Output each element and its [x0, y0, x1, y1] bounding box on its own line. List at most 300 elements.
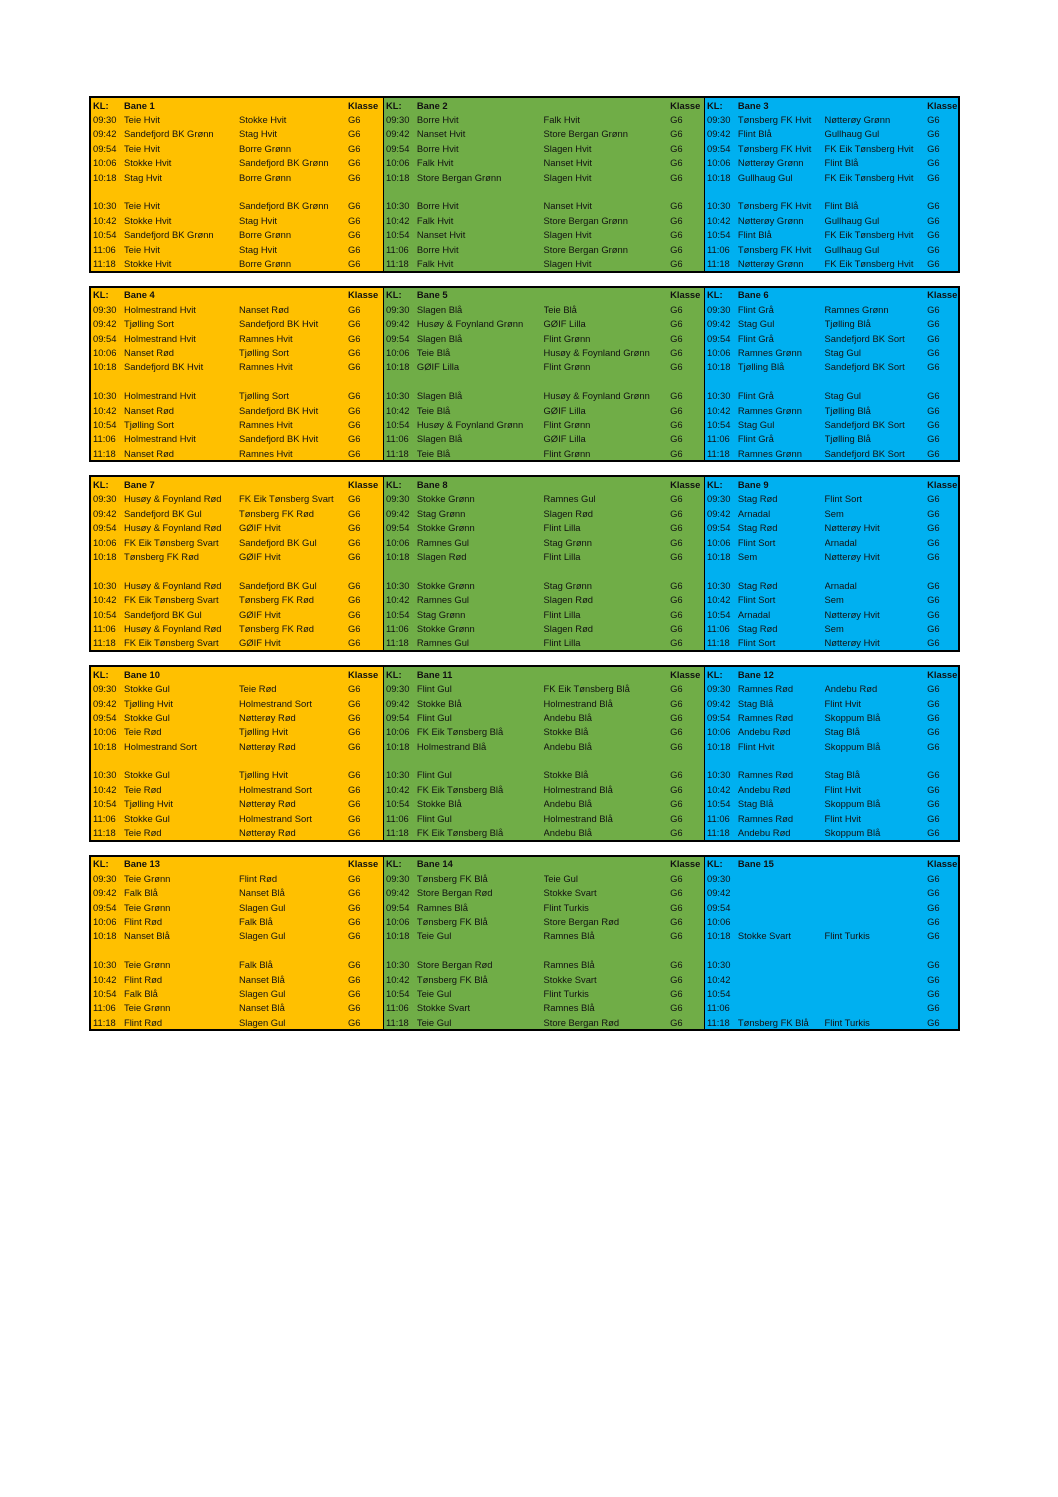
home-team: Stokke Svart — [416, 1002, 471, 1014]
home-team: Slagen Rød — [416, 551, 467, 563]
away-team: GØIF Hvit — [239, 522, 281, 534]
match-row — [384, 492, 704, 506]
match-time: 11:06 — [707, 1002, 730, 1014]
match-class: G6 — [927, 987, 940, 999]
match-time: 11:18 — [707, 637, 730, 649]
match-class: G6 — [348, 930, 361, 942]
match-row — [705, 156, 958, 170]
match-time: 11:18 — [386, 447, 409, 459]
field-panel — [383, 288, 704, 461]
home-team: Falk Hvit — [416, 257, 454, 269]
away-team: Nanset Hvit — [543, 200, 592, 212]
field-name: Bane 10 — [124, 668, 160, 680]
match-row — [384, 739, 704, 753]
match-class: G6 — [348, 332, 361, 344]
match-row — [705, 681, 958, 695]
match-time: 09:30 — [707, 683, 731, 695]
match-row — [384, 331, 704, 345]
home-team: Falk Blå — [124, 887, 158, 899]
time-column-header: KL: — [386, 668, 402, 680]
away-team: Stag Gul — [824, 346, 862, 358]
away-team: Flint Hvit — [824, 697, 861, 709]
field-header-row — [705, 477, 958, 491]
schedule-sheet — [89, 96, 960, 1031]
match-row — [705, 825, 958, 839]
home-team: Husøy & Foynland Rød — [124, 579, 222, 591]
time-column-header: KL: — [386, 289, 402, 301]
away-team: Tjølling Sort — [239, 346, 290, 358]
away-team: Holmestrand Blå — [543, 697, 613, 709]
match-row — [384, 797, 704, 811]
match-row — [384, 156, 704, 170]
field-panel — [704, 98, 958, 271]
match-row — [705, 725, 958, 739]
match-time: 09:54 — [93, 522, 117, 534]
away-team: Stag Hvit — [239, 243, 278, 255]
match-class: G6 — [348, 522, 361, 534]
match-row — [384, 782, 704, 796]
match-class: G6 — [670, 769, 683, 781]
match-row — [705, 739, 958, 753]
match-time: 09:42 — [93, 507, 117, 519]
away-team: Sandefjord BK Gul — [239, 536, 317, 548]
match-class: G6 — [927, 812, 940, 824]
match-time: 10:06 — [386, 726, 410, 738]
match-time: 10:42 — [93, 214, 117, 226]
home-team: FK Eik Tønsberg Blå — [416, 827, 504, 839]
match-row — [384, 972, 704, 986]
match-class: G6 — [670, 404, 683, 416]
home-team: Ramnes Rød — [737, 711, 794, 723]
home-team: Teie Hvit — [124, 142, 160, 154]
home-team: Stag Rød — [737, 579, 778, 591]
away-team: GØIF Lilla — [543, 318, 586, 330]
home-team: Slagen Blå — [416, 390, 463, 402]
match-row — [384, 957, 704, 971]
match-time: 09:30 — [386, 493, 410, 505]
match-class: G6 — [927, 171, 940, 183]
match-class: G6 — [670, 812, 683, 824]
match-time: 11:06 — [386, 1002, 409, 1014]
match-class: G6 — [348, 887, 361, 899]
match-class: G6 — [348, 916, 361, 927]
away-team: Store Bergan Grønn — [543, 243, 628, 255]
match-time: 10:54 — [93, 608, 117, 620]
match-row — [705, 446, 958, 460]
away-team: Flint Rød — [239, 872, 278, 884]
home-team: Tjølling Sort — [124, 418, 175, 430]
home-team: Teie Gul — [416, 987, 452, 999]
match-row — [384, 199, 704, 213]
match-time: 10:30 — [707, 200, 731, 212]
match-class: G6 — [670, 142, 683, 154]
match-time: 10:30 — [707, 390, 731, 402]
match-class: G6 — [348, 726, 361, 738]
away-team: Flint Turkis — [543, 901, 589, 913]
home-team: Stokke Gul — [124, 812, 170, 824]
time-column-header: KL: — [707, 858, 723, 870]
home-team: Falk Hvit — [416, 214, 454, 226]
match-row — [384, 1001, 704, 1015]
match-time: 11:18 — [707, 827, 730, 839]
match-class: G6 — [348, 214, 361, 226]
match-time: 11:18 — [93, 257, 116, 269]
match-time: 11:06 — [93, 1002, 116, 1014]
match-time: 09:42 — [386, 318, 410, 330]
match-row — [91, 986, 383, 1000]
home-team: Teie Blå — [416, 346, 451, 358]
home-team: Andebu Rød — [737, 726, 791, 738]
match-class: G6 — [670, 872, 683, 884]
match-class: G6 — [670, 608, 683, 620]
match-row — [91, 886, 383, 900]
field-block — [89, 286, 960, 463]
away-team: Ramnes Blå — [543, 930, 595, 942]
match-class: G6 — [670, 128, 683, 140]
match-time: 10:30 — [93, 579, 117, 591]
match-time: 10:06 — [386, 346, 410, 358]
home-team: Tjølling Blå — [737, 361, 785, 373]
match-time: 10:06 — [386, 916, 410, 927]
match-class: G6 — [927, 257, 940, 269]
match-time: 10:18 — [93, 171, 117, 183]
match-time: 11:18 — [386, 637, 409, 649]
match-class: G6 — [348, 303, 361, 315]
time-column-header: KL: — [93, 668, 109, 680]
match-time: 11:06 — [93, 243, 116, 255]
match-time: 11:18 — [93, 637, 116, 649]
home-team: GØIF Lilla — [416, 361, 460, 373]
away-team: Stag Gul — [824, 390, 862, 402]
home-team: Slagen Blå — [416, 303, 463, 315]
match-time: 10:06 — [386, 536, 410, 548]
match-class: G6 — [348, 769, 361, 781]
match-time: 11:18 — [386, 827, 409, 839]
match-class: G6 — [670, 507, 683, 519]
match-row — [91, 871, 383, 885]
match-time: 10:42 — [386, 783, 410, 795]
match-time: 10:18 — [707, 930, 731, 942]
match-class: G6 — [348, 257, 361, 269]
match-row — [705, 242, 958, 256]
match-time: 09:30 — [707, 872, 731, 884]
away-team: Sandefjord BK Sort — [824, 418, 905, 430]
class-column-header: Klasse — [927, 479, 958, 491]
match-class: G6 — [348, 594, 361, 606]
home-team: Borre Hvit — [416, 200, 459, 212]
match-class: G6 — [927, 683, 940, 695]
away-team: Nøtterøy Rød — [239, 740, 296, 752]
match-time: 10:30 — [93, 959, 117, 971]
match-time: 09:42 — [93, 697, 117, 709]
match-time: 09:30 — [386, 303, 410, 315]
home-team: Stokke Grønn — [416, 622, 475, 634]
away-team: FK Eik Tønsberg Hvit — [824, 171, 914, 183]
match-row — [91, 696, 383, 710]
match-row — [91, 345, 383, 359]
match-time: 11:18 — [386, 257, 409, 269]
home-team: Tønsberg FK Blå — [416, 916, 488, 927]
away-team: Nøtterøy Rød — [239, 798, 296, 810]
match-row — [91, 1015, 383, 1029]
home-team: Flint Rød — [124, 1016, 163, 1028]
match-class: G6 — [927, 608, 940, 620]
match-row — [705, 228, 958, 242]
field-panel — [383, 857, 704, 1030]
home-team: Tønsberg FK Blå — [416, 973, 488, 985]
field-panel — [91, 667, 383, 840]
away-team: Tønsberg FK Rød — [239, 594, 315, 606]
away-team: Sandefjord BK Hvit — [239, 433, 319, 445]
match-class: G6 — [927, 243, 940, 255]
field-panel — [383, 98, 704, 271]
match-row — [705, 900, 958, 914]
match-row — [91, 388, 383, 402]
away-team: Holmestrand Sort — [239, 812, 312, 824]
match-time: 10:06 — [93, 726, 117, 738]
home-team: FK Eik Tønsberg Svart — [124, 536, 219, 548]
class-column-header: Klasse — [348, 289, 379, 301]
match-class: G6 — [348, 114, 361, 126]
match-time: 11:06 — [386, 243, 409, 255]
away-team: Falk Hvit — [543, 114, 580, 126]
match-row — [384, 621, 704, 635]
match-time: 11:06 — [707, 433, 730, 445]
match-time: 09:30 — [93, 303, 117, 315]
home-team: Teie Rød — [124, 783, 162, 795]
away-team: Tjølling Hvit — [239, 769, 288, 781]
home-team: Flint Grå — [737, 303, 774, 315]
home-team: Falk Hvit — [416, 157, 454, 169]
match-row — [705, 170, 958, 184]
away-team: Gullhaug Gul — [824, 128, 880, 140]
match-time: 11:06 — [93, 433, 116, 445]
match-time: 09:54 — [707, 142, 731, 154]
match-row — [384, 302, 704, 316]
match-time: 10:54 — [386, 608, 410, 620]
match-class: G6 — [927, 622, 940, 634]
match-time: 11:18 — [93, 1016, 116, 1028]
match-row — [705, 972, 958, 986]
away-team: Flint Turkis — [543, 987, 589, 999]
match-row — [91, 768, 383, 782]
match-row — [91, 156, 383, 170]
away-team: Tjølling Blå — [824, 404, 871, 416]
field-header-row — [384, 667, 704, 681]
match-time: 10:30 — [707, 959, 731, 971]
away-team: Slagen Hvit — [543, 229, 592, 241]
match-row — [91, 782, 383, 796]
match-row — [384, 112, 704, 126]
match-class: G6 — [927, 536, 940, 548]
match-class: G6 — [927, 361, 940, 373]
away-team: Sandefjord BK Gul — [239, 579, 317, 591]
match-time: 10:06 — [707, 916, 731, 927]
match-time: 09:54 — [386, 142, 410, 154]
match-class: G6 — [927, 887, 940, 899]
away-team: Flint Turkis — [824, 1016, 870, 1028]
home-team: Teie Hvit — [124, 200, 160, 212]
away-team: Stokke Hvit — [239, 114, 287, 126]
match-class: G6 — [670, 243, 683, 255]
match-class: G6 — [670, 579, 683, 591]
match-class: G6 — [927, 332, 940, 344]
field-name: Bane 2 — [416, 99, 448, 111]
match-class: G6 — [670, 987, 683, 999]
match-class: G6 — [670, 827, 683, 839]
match-row — [91, 739, 383, 753]
match-row — [705, 607, 958, 621]
home-team: Sandefjord BK Hvit — [124, 361, 204, 373]
match-row — [91, 112, 383, 126]
home-team: Flint Sort — [737, 594, 776, 606]
match-class: G6 — [348, 740, 361, 752]
class-column-header: Klasse — [927, 99, 958, 111]
match-row — [384, 578, 704, 592]
match-time: 10:06 — [93, 916, 117, 927]
match-time: 10:42 — [93, 973, 117, 985]
match-class: G6 — [670, 229, 683, 241]
match-row — [705, 549, 958, 563]
match-class: G6 — [927, 697, 940, 709]
away-team: GØIF Hvit — [239, 608, 281, 620]
home-team: Stag Blå — [737, 697, 774, 709]
home-team: Nanset Rød — [124, 447, 175, 459]
away-team: Stag Blå — [824, 726, 860, 738]
class-column-header: Klasse — [670, 668, 701, 680]
match-row — [91, 446, 383, 460]
away-team: Husøy & Foynland Grønn — [543, 346, 650, 358]
field-header-row — [91, 667, 383, 681]
match-class: G6 — [927, 318, 940, 330]
match-class: G6 — [670, 594, 683, 606]
match-row — [384, 886, 704, 900]
match-class: G6 — [670, 726, 683, 738]
away-team: Stag Grønn — [543, 536, 592, 548]
match-row — [91, 797, 383, 811]
match-class: G6 — [927, 522, 940, 534]
match-class: G6 — [348, 1016, 361, 1028]
match-class: G6 — [670, 318, 683, 330]
match-class: G6 — [670, 683, 683, 695]
break-row — [91, 564, 383, 578]
field-panel — [704, 857, 958, 1030]
home-team: Ramnes Grønn — [737, 346, 802, 358]
match-class: G6 — [927, 711, 940, 723]
match-row — [91, 636, 383, 650]
away-team: Stag Grønn — [543, 579, 592, 591]
match-row — [384, 432, 704, 446]
match-class: G6 — [927, 783, 940, 795]
match-row — [91, 825, 383, 839]
away-team: Skoppum Blå — [824, 798, 881, 810]
away-team: Ramnes Blå — [543, 1002, 595, 1014]
away-team: Flint Lilla — [543, 551, 581, 563]
field-name: Bane 3 — [737, 99, 769, 111]
home-team: Flint Grå — [737, 332, 774, 344]
field-header-row — [705, 98, 958, 112]
match-class: G6 — [348, 346, 361, 358]
match-class: G6 — [927, 726, 940, 738]
home-team: Sandefjord BK Grønn — [124, 229, 214, 241]
home-team: Ramnes Blå — [416, 901, 468, 913]
match-time: 11:18 — [93, 447, 116, 459]
match-class: G6 — [670, 711, 683, 723]
home-team: Arnadal — [737, 507, 771, 519]
time-column-header: KL: — [386, 858, 402, 870]
match-row — [705, 302, 958, 316]
away-team: Nøtterøy Hvit — [824, 551, 880, 563]
match-time: 10:18 — [93, 930, 117, 942]
match-class: G6 — [927, 229, 940, 241]
home-team: Teie Grønn — [124, 872, 171, 884]
away-team: Tønsberg FK Rød — [239, 507, 315, 519]
match-class: G6 — [348, 579, 361, 591]
match-class: G6 — [348, 901, 361, 913]
match-time: 11:06 — [707, 243, 730, 255]
away-team: Stokke Svart — [543, 973, 597, 985]
field-panel — [91, 98, 383, 271]
match-time: 10:18 — [93, 740, 117, 752]
match-row — [384, 696, 704, 710]
match-class: G6 — [670, 303, 683, 315]
home-team: Nøtterøy Grønn — [737, 157, 804, 169]
field-name: Bane 8 — [416, 479, 448, 491]
match-time: 10:06 — [707, 157, 731, 169]
home-team: Flint Gul — [416, 769, 452, 781]
match-row — [91, 213, 383, 227]
field-block — [89, 855, 960, 1032]
match-row — [705, 360, 958, 374]
away-team: Tønsberg FK Rød — [239, 622, 315, 634]
match-class: G6 — [670, 536, 683, 548]
home-team: Teie Hvit — [124, 243, 160, 255]
match-time: 09:54 — [707, 901, 731, 913]
match-class: G6 — [927, 959, 940, 971]
away-team: Slagen Rød — [543, 507, 594, 519]
field-name: Bane 5 — [416, 289, 448, 301]
away-team: Borre Grønn — [239, 257, 292, 269]
match-row — [705, 112, 958, 126]
away-team: FK Eik Tønsberg Hvit — [824, 257, 914, 269]
home-team: Husøy & Foynland Grønn — [416, 418, 524, 430]
away-team: GØIF Hvit — [239, 551, 281, 563]
home-team: Sem — [737, 551, 758, 563]
away-team: Ramnes Hvit — [239, 447, 293, 459]
time-column-header: KL: — [707, 99, 723, 111]
break-row — [384, 753, 704, 767]
match-row — [705, 345, 958, 359]
away-team: Flint Blå — [824, 157, 859, 169]
match-class: G6 — [927, 916, 940, 927]
field-header-row — [705, 857, 958, 871]
match-row — [384, 345, 704, 359]
match-class: G6 — [670, 1016, 683, 1028]
match-time: 09:30 — [93, 114, 117, 126]
field-name: Bane 1 — [124, 99, 155, 111]
match-class: G6 — [927, 157, 940, 169]
home-team: Stag Gul — [737, 418, 775, 430]
match-row — [384, 1015, 704, 1029]
time-column-header: KL: — [707, 668, 723, 680]
match-row — [705, 621, 958, 635]
away-team: Slagen Gul — [239, 1016, 286, 1028]
time-column-header: KL: — [93, 479, 109, 491]
match-row — [705, 521, 958, 535]
match-time: 09:42 — [707, 697, 731, 709]
away-team: Sandefjord BK Sort — [824, 332, 905, 344]
away-team: Stag Hvit — [239, 214, 278, 226]
